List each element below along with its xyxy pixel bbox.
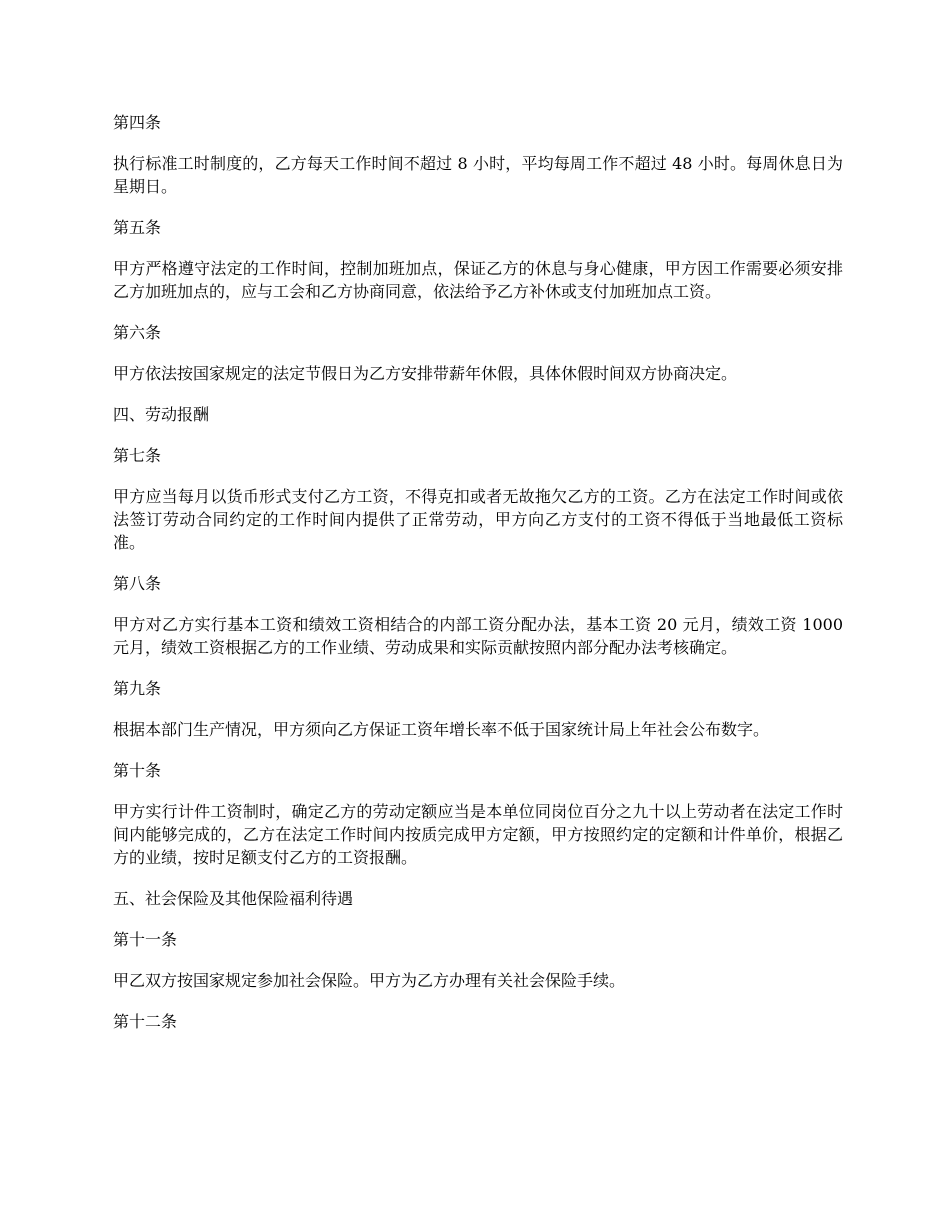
article-heading: 第十一条 xyxy=(113,930,178,949)
article-heading: 第七条 xyxy=(113,446,162,465)
article-paragraph: 甲方实行计件工资制时，确定乙方的劳动定额应当是本单位同岗位百分之九十以上劳动者在法定工作时间内能够完成的，乙方在法定工作时间内按质完成甲方定额，甲方按照约定的定额和计件单价，根据乙方的业绩，按时足额支付乙方的工资报酬。 xyxy=(113,802,843,867)
article-heading: 第五条 xyxy=(113,218,162,237)
article-paragraph: 根据本部门生产情况，甲方须向乙方保证工资年增长率不低于国家统计局上年社会公布数字。 xyxy=(113,720,770,739)
article-paragraph: 甲方应当每月以货币形式支付乙方工资，不得克扣或者无故拖欠乙方的工资。乙方在法定工作时间或依法签订劳动合同约定的工作时间内提供了正常劳动，甲方向乙方支付的工资不得低于当地最低工资标准。 xyxy=(113,487,843,552)
article-paragraph: 甲方严格遵守法定的工作时间，控制加班加点，保证乙方的休息与身心健康，甲方因工作需要必须安排乙方加班加点的，应与工会和乙方协商同意，依法给予乙方补休或支付加班加点工资。 xyxy=(113,259,843,301)
article-paragraph: 甲方对乙方实行基本工资和绩效工资相结合的内部工资分配办法，基本工资 20 元月，绩效工资 1000 元月，绩效工资根据乙方的工作业绩、劳动成果和实际贡献按照内部分配办法考核确定。 xyxy=(113,615,843,657)
article-heading: 第九条 xyxy=(113,679,162,698)
section-heading: 四、劳动报酬 xyxy=(113,405,210,424)
article-paragraph: 执行标准工时制度的，乙方每天工作时间不超过 8 小时，平均每周工作不超过 48 小时。每周休息日为星期日。 xyxy=(113,154,843,196)
article-heading: 第八条 xyxy=(113,574,162,593)
article-paragraph: 甲乙双方按国家规定参加社会保险。甲方为乙方办理有关社会保险手续。 xyxy=(113,971,626,990)
section-heading: 五、社会保险及其他保险福利待遇 xyxy=(113,889,354,908)
article-paragraph: 甲方依法按国家规定的法定节假日为乙方安排带薪年休假，具体休假时间双方协商决定。 xyxy=(113,364,738,383)
document-page xyxy=(113,111,843,1051)
article-heading: 第四条 xyxy=(113,113,162,132)
article-heading: 第六条 xyxy=(113,323,162,342)
article-heading: 第十条 xyxy=(113,761,162,780)
article-heading: 第十二条 xyxy=(113,1012,178,1031)
